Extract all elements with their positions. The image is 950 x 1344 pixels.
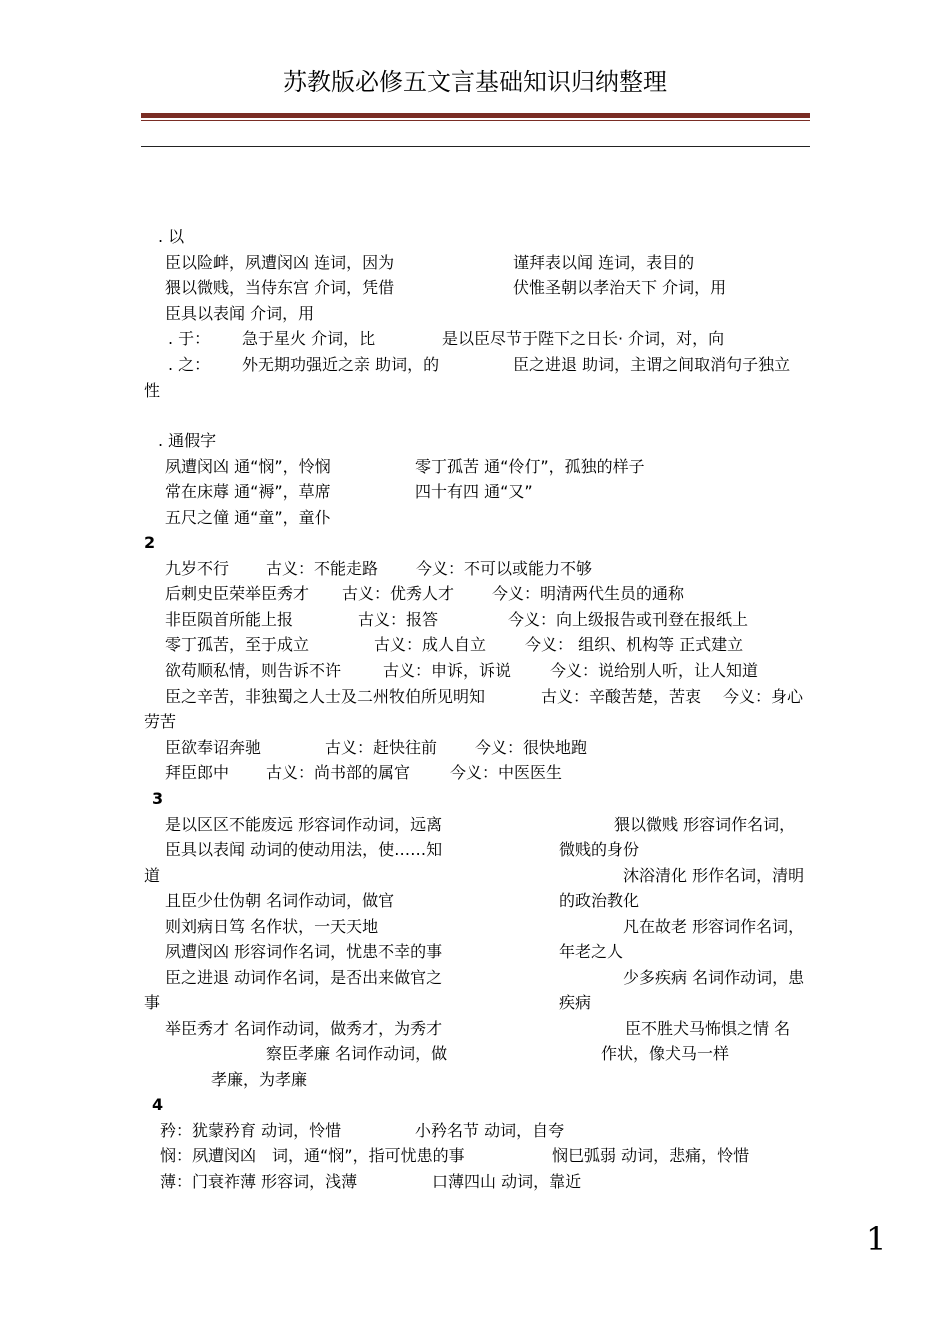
entry-gu: 古义：优秀人才 [342,584,455,603]
entry: 薄：门衰祚薄 形容词，浅薄 [160,1172,358,1191]
entry: 悯巳弧弱 动词，悲痛，怜惜 [552,1146,750,1165]
entry: 臣欲奉诏奔驰 [165,738,262,757]
header-rule-bottom [141,146,810,147]
entry: 臣之进退 助词，主谓之间取消句子独立 [513,355,791,374]
entry: 零丁孤苦 通“伶仃”，孤独的样子 [415,457,645,476]
entry-gu: 古义：报答 [358,610,439,629]
page-number: 1 [866,1220,887,1258]
entry-jin: 今义：中医医生 [450,763,563,782]
entry: 悯：夙遭闵凶 词，通“悯”，指可忧患的事 [160,1146,465,1165]
entry-label: . 之： [168,355,211,374]
entry: 凡在故老 形容词作名词， [623,917,805,936]
entry: 九岁不行 [165,559,230,578]
entry-continuation: 疾病 [559,993,592,1012]
entry: 小矜名节 动词，自夸 [415,1121,565,1140]
entry: 后刺史臣荣举臣秀才 [165,584,310,603]
page-title: 苏教版必修五文言基础知识归纳整理 [283,68,667,96]
entry: 非臣陨首所能上报 [165,610,294,629]
entry: 臣以险衅，夙遭闵凶 连词，因为 [165,253,395,272]
entry: 猥以微贱，当侍东宫 介词，凭借 [165,278,395,297]
entry-gu: 古义：赶快往前 [325,738,438,757]
entry-gu: 古义：辛酸苦楚，苦衷 [541,687,702,706]
section-heading-tongjiazi: . 通假字 [158,431,217,450]
entry-label: . 于： [168,329,211,348]
entry: 臣具以表闻 介词，用 [165,304,315,323]
entry-jin: 今义：明清两代生员的通称 [492,584,685,603]
entry-continuation: 道 [144,866,161,885]
entry: 伏惟圣朝以孝治天下 介词，用 [513,278,727,297]
entry-jin: 今义：不可以或能力不够 [416,559,593,578]
entry-continuation: 劳苦 [144,712,177,731]
entry-continuation: 性 [144,381,161,400]
header-rule-thin [141,120,810,121]
entry: 零丁孤苦，至于成立 [165,635,310,654]
header-rule-thick [141,113,810,118]
entry-continuation: 的政治教化 [559,891,640,910]
entry-continuation: 孝廉，为孝廉 [211,1070,308,1089]
entry-jin: 今义：很快地跑 [475,738,588,757]
entry: 是以臣尽节于陛下之日长· 介词，对，向 [442,329,725,348]
entry: 臣具以表闻 动词的使动用法，使……知 [165,840,443,859]
entry: 是以区区不能废远 形容词作动词，远离 [165,815,443,834]
entry-gu: 古义：不能走路 [266,559,379,578]
section-number: 2 [144,533,156,552]
entry: 猥以微贱 形容词作名词， [614,815,796,834]
entry-continuation: 微贱的身份 [559,840,640,859]
entry-gu: 古义：成人自立 [374,635,487,654]
section-number: 3 [152,789,164,808]
entry-jin: 今义： 组织、机构等 正式建立 [525,635,744,654]
entry: 急于星火 介词，比 [242,329,376,348]
entry-continuation: 年老之人 [559,942,624,961]
section-number: 4 [152,1095,164,1114]
entry: 则刘病日笃 名作状，一天天地 [165,917,379,936]
entry: 夙遭闵凶 形容词作名词，忧患不幸的事 [165,942,443,961]
entry: 四十有四 通“又” [415,482,533,501]
entry-jin: 今义：说给别人听，让人知道 [550,661,759,680]
entry: 常在床蓐 通“褥”，草席 [165,482,331,501]
entry: 臣之辛苦，非独蜀之人士及二州牧伯所见明知 [165,687,486,706]
entry: 口薄四山 动词，靠近 [432,1172,582,1191]
entry: 夙遭闵凶 通“悯”，怜悯 [165,457,331,476]
section-heading-yi: . 以 [158,227,185,246]
entry: 臣之进退 动词作名词，是否出来做官之 [165,968,443,987]
entry: 矜：犹蒙矜育 动词，怜惜 [160,1121,342,1140]
entry-gu: 古义：申诉，诉说 [383,661,512,680]
entry: 举臣秀才 名词作动词，做秀才，为秀才 [165,1019,443,1038]
entry: 欲苟顺私情，则告诉不许 [165,661,342,680]
entry: 臣不胜犬马怖惧之情 名 [625,1019,791,1038]
entry-continuation: 事 [144,993,161,1012]
entry: 外无期功强近之亲 助词，的 [242,355,440,374]
entry: 沐浴清化 形作名词，清明 [623,866,805,885]
entry: 察臣孝廉 名词作动词，做 [266,1044,448,1063]
entry-jin: 今义：向上级报告或刊登在报纸上 [508,610,749,629]
entry: 且臣少仕伪朝 名词作动词，做官 [165,891,395,910]
entry: 少多疾病 名词作动词，患 [623,968,805,987]
entry: 拜臣郎中 [165,763,230,782]
entry: 谨拜表以闻 连词，表目的 [513,253,695,272]
entry: 五尺之僮 通“童”，童仆 [165,508,331,527]
entry-continuation: 作状，像犬马一样 [601,1044,730,1063]
entry-jin: 今义：身心 [723,687,804,706]
entry-gu: 古义：尚书部的属官 [266,763,411,782]
